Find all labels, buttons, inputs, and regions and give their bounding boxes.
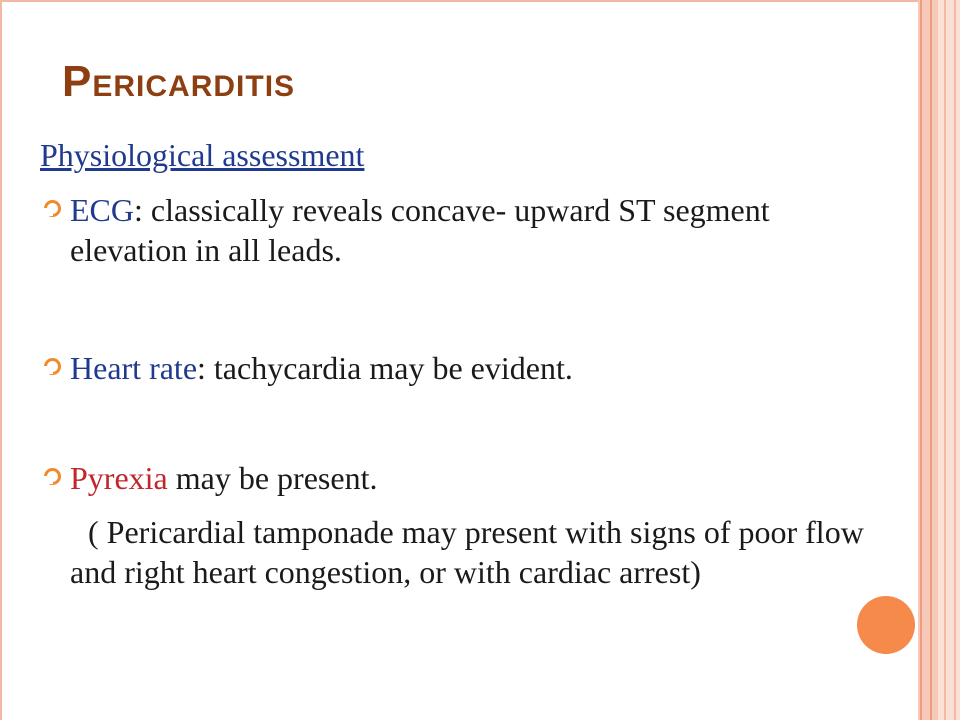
bullet-body: : tachycardia may be evident. [197, 350, 573, 386]
decorative-orange-circle [857, 596, 915, 654]
bullet-body: : classically reveals concave- upward ST segment elevation in all leads. [70, 192, 770, 268]
bullet-ring-icon [44, 468, 61, 485]
note-paragraph: ( Pericardial tamponade may present with signs of poor flow and right heart congestion, or with cardiac arrest) [70, 514, 864, 590]
frame-left-line [0, 0, 2, 720]
band-stripe [930, 0, 932, 720]
bullet-ring-icon [44, 200, 61, 217]
bullet-item [44, 190, 884, 270]
frame-top-line [0, 0, 960, 2]
bullet-item [44, 348, 884, 388]
slide-title [62, 58, 295, 111]
title-first-letter: P [62, 57, 93, 106]
bullet-body: may be present. [167, 460, 378, 496]
section-heading: Physiological assessment [40, 137, 365, 173]
bullet-item [44, 458, 884, 498]
band-stripe [920, 0, 922, 720]
band-stripe [954, 0, 956, 720]
right-decorative-band-light [938, 0, 960, 720]
bullet-text [70, 458, 884, 498]
bullet-term: Pyrexia [70, 460, 168, 496]
bullet-text [70, 190, 884, 270]
bullet-text [70, 348, 884, 388]
bullet-ring-icon [44, 358, 61, 375]
title-rest: ERICARDITIS [92, 70, 296, 103]
band-stripe [944, 0, 946, 720]
bullet-term: ECG [70, 192, 134, 228]
bullet-term: Heart rate [70, 350, 198, 386]
